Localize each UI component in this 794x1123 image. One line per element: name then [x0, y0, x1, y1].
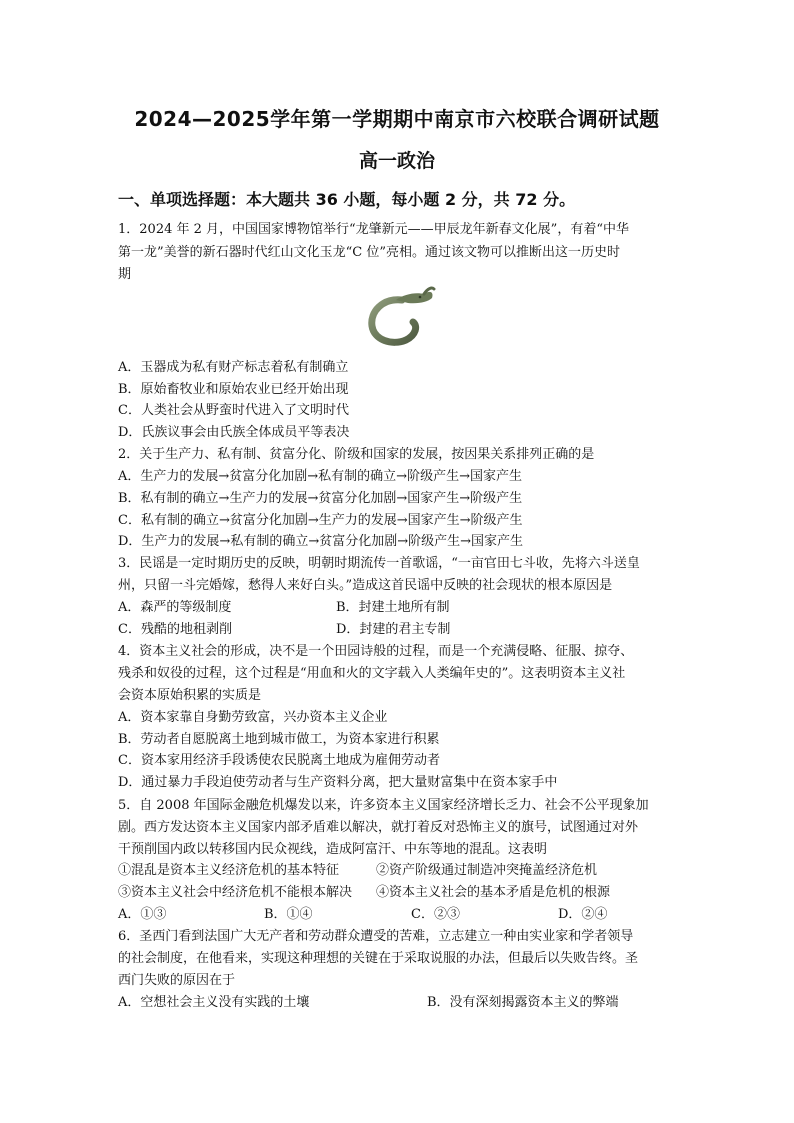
q1-stem-line: 第一龙”美誉的新石器时代红山文化玉龙“C 位”亮相。通过该文物可以推断出这一历史时 [118, 245, 621, 260]
q5-stem-line: 5．自 2008 年国际金融危机爆发以来，许多资本主义国家经济增长乏力、社会不公平现象加 [118, 798, 649, 813]
q2-option-a: A．生产力的发展→贫富分化加剧→私有制的确立→阶级产生→国家产生 [118, 469, 522, 484]
q3-stem-line: 3．民谣是一定时期历史的反映，明朝时期流传一首歌谣，“一亩官田七斗收，先将六斗送皇 [118, 556, 640, 571]
q4-option-b: B．劳动者自愿脱离土地到城市做工，为资本家进行积累 [118, 732, 440, 747]
q3-option-a: A．森严的等级制度 [118, 600, 232, 615]
q6-stem-line: 6．圣西门看到法国广大无产者和劳动群众遭受的苦难，立志建立一种由实业家和学者领导 [118, 929, 634, 944]
q4-option-c: C．资本家用经济手段诱使农民脱离土地成为雇佣劳动者 [118, 753, 440, 768]
exam-subtitle: 高一政治 [358, 150, 435, 172]
q4-option-a: A．资本家靠自身勤劳致富，兴办资本主义企业 [118, 710, 388, 725]
q2-option-d: D．生产力的发展→私有制的确立→贫富分化加剧→阶级产生→国家产生 [118, 534, 523, 549]
q3-option-d: D．封建的君主专制 [336, 622, 451, 637]
q5-statement: ①混乱是资本主义经济危机的基本特征 [118, 863, 340, 878]
q4-stem-line: 残杀和奴役的过程，这个过程是“用血和火的文字载入人类编年史的”。这表明资本主义社 [118, 666, 626, 681]
q5-statement: ③资本主义社会中经济危机不能根本解决 [118, 885, 353, 900]
q5-option-c: C．②③ [411, 907, 460, 922]
q2-option-c: C．私有制的确立→贫富分化加剧→生产力的发展→国家产生→阶级产生 [118, 513, 523, 528]
q4-stem-line: 会资本原始积累的实质是 [118, 688, 262, 703]
exam-title: 2024—2025学年第一学期期中南京市六校联合调研试题 [134, 107, 660, 131]
q6-option-b: B．没有深刻揭露资本主义的弊端 [427, 995, 619, 1010]
q3-option-b: B．封建土地所有制 [336, 600, 450, 615]
jade-dragon-image [358, 286, 438, 348]
q1-option-b: B．原始畜牧业和原始农业已经开始出现 [118, 382, 349, 397]
q5-option-a: A．①③ [118, 907, 167, 922]
q2-option-b: B．私有制的确立→生产力的发展→贫富分化加剧→国家产生→阶级产生 [118, 491, 523, 506]
q5-option-b: B．①④ [264, 907, 313, 922]
q5-stem-line: 干预削国内政以转移国内民众视线，造成阿富汗、中东等地的混乱。这表明 [118, 842, 548, 857]
q1-stem-line: 1．2024 年 2 月，中国国家博物馆举行“龙肇新元——甲辰龙年新春文化展”，有着“中华 [118, 222, 629, 237]
section-heading: 一、单项选择题：本大题共 36 小题，每小题 2 分，共 72 分。 [118, 190, 576, 209]
q5-option-d: D．②④ [558, 907, 608, 922]
q1-stem-line: 期 [118, 267, 132, 282]
q5-statement: ②资产阶级通过制造冲突掩盖经济危机 [376, 863, 598, 878]
q3-stem-line: 州，只留一斗完婚嫁，愁得人来好白头。”造成这首民谣中反映的社会现状的根本原因是 [118, 578, 613, 593]
q5-stem-line: 剧。西方发达资本主义国家内部矛盾难以解决，就打着反对恐怖主义的旗号，试图通过对外 [118, 820, 639, 835]
q6-option-a: A．空想社会主义没有实践的土壤 [118, 995, 310, 1010]
q4-stem-line: 4．资本主义社会的形成，决不是一个田园诗般的过程，而是一个充满侵略、征服、掠夺、 [118, 644, 634, 659]
q1-option-a: A．玉器成为私有财产标志着私有制确立 [118, 360, 349, 375]
q2-stem: 2．关于生产力、私有制、贫富分化、阶级和国家的发展，按因果关系排列正确的是 [118, 447, 595, 462]
q1-option-c: C．人类社会从野蛮时代进入了文明时代 [118, 403, 349, 418]
q6-stem-line: 西门失败的原因在于 [118, 973, 236, 988]
q5-statement: ④资本主义社会的基本矛盾是危机的根源 [376, 885, 611, 900]
q3-option-c: C．残酷的地租剥削 [118, 622, 232, 637]
q6-stem-line: 的社会制度，在他看来，实现这种理想的关键在于采取说服的办法，但最后以失败告终。圣 [118, 951, 639, 966]
q1-option-d: D．氏族议事会由氏族全体成员平等表决 [118, 425, 350, 440]
q4-option-d: D．通过暴力手段迫使劳动者与生产资料分离，把大量财富集中在资本家手中 [118, 775, 558, 790]
